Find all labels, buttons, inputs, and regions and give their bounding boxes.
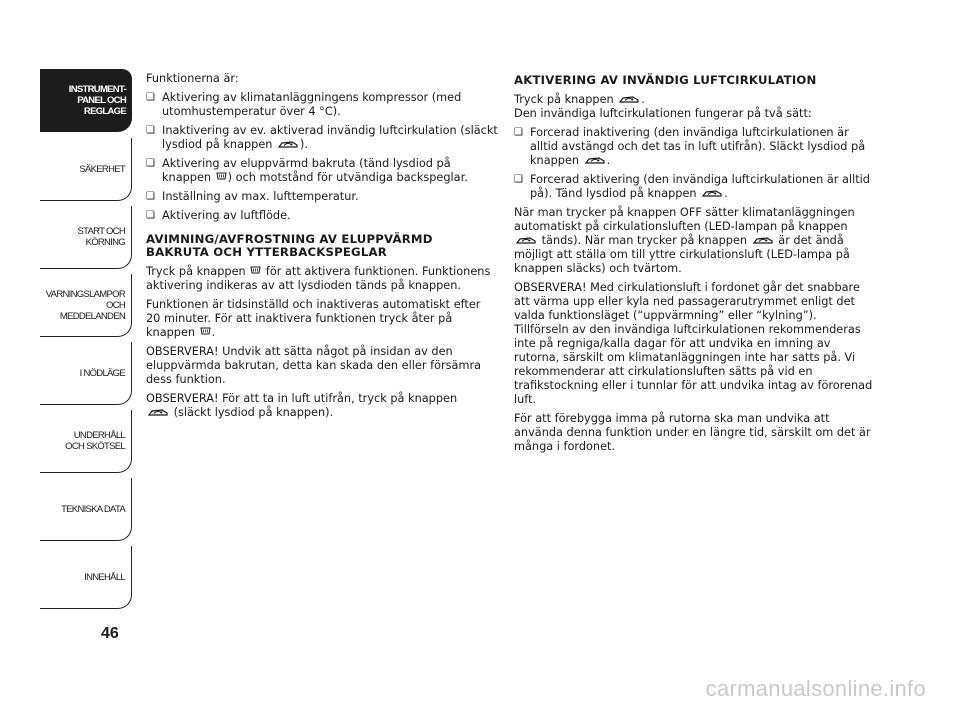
tab-underhall[interactable]: UNDERHÅLL OCH SKÖTSEL xyxy=(40,410,132,473)
recirculation-icon xyxy=(702,188,722,198)
recirculation-icon xyxy=(278,139,298,149)
tab-start-och-korning[interactable]: START OCH KÖRNING xyxy=(40,206,132,269)
tab-i-nodlage[interactable]: I NÖDLÄGE xyxy=(40,342,132,405)
recirculation-paragraph-3: OBSERVERA! Med cirkulationsluft i fordonet går det snabbare att värma upp eller kyla ned passagerarutrymmet enligt det valda funktionsläget (“uppvärmning” eller “kylning”). Tillförseln av den invändiga luftcirkulationen rekommenderas inte på regniga/kalla dagar för att undvika en imning av rutorna, särskilt om klimatanläggningen inte har satts på. Vi rekommenderar att cirkulationsluften sätts på vid en trafikstockning eller i tunnlar för att undvika intag av förorenad luft. xyxy=(514,281,873,406)
defrost-heading: AVIMNING/AVFROSTNING AV ELUPPVÄRMD BAKRUTA OCH YTTERBACKSPEGLAR xyxy=(146,232,433,259)
tab-tekniska-data[interactable]: TEKNISKA DATA xyxy=(40,478,132,541)
list-item: ❏ Forcerad inaktivering (den invändiga luftcirkulationen är alltid avstängd och det tas in luft utifrån). Släckt lysdiod på knappen . xyxy=(514,126,874,168)
watermark[interactable]: carmanualsonline.info xyxy=(705,676,926,701)
left-column xyxy=(146,72,498,425)
recirculation-icon xyxy=(148,407,168,417)
recirculation-paragraph-2: När man trycker på knappen OFF sätter klimatanläggningen automatiskt på cirkulationsluften (LED-lampan på knappen tänds). När man trycker på knappen är det ändå möjligt att ställa om till yttre cirkulationsluft (LED-lampa på knappen släcks) och tvärtom. xyxy=(514,206,855,275)
functions-list xyxy=(146,91,498,223)
recirculation-icon xyxy=(516,235,536,245)
chapter-sidebar xyxy=(40,69,132,619)
list-item: ❏ Aktivering av luftflöde. xyxy=(146,209,498,223)
recirculation-heading: AKTIVERING AV INVÄNDIG LUFTCIRKULATION xyxy=(514,73,817,87)
defrost-paragraph-4: OBSERVERA! För att ta in luft utifrån, tryck på knappen (släckt lysdiod på knappen). xyxy=(146,392,458,419)
defrost-paragraph-3: OBSERVERA! Undvik att sätta något på insidan av den eluppvärmda bakrutan, detta kan skada den eller försämra dess funktion. xyxy=(146,345,482,386)
list-item: ❏ Inaktivering av ev. aktiverad invändig luftcirkulation (släckt lysdiod på knappen ). xyxy=(146,124,498,152)
rear-defrost-icon xyxy=(216,171,227,182)
tab-sakerhet[interactable]: SÄKERHET xyxy=(40,138,132,201)
page-number: 46 xyxy=(101,625,119,642)
recirculation-icon xyxy=(619,94,639,104)
list-item: ❏ Inställning av max. lufttemperatur. xyxy=(146,190,498,204)
recirculation-paragraph-1: Tryck på knappen . Den invändiga luftcirkulationen fungerar på två sätt: xyxy=(514,93,812,120)
recirculation-icon xyxy=(585,155,605,165)
list-item: ❏ Aktivering av klimatanläggningens kompressor (med utomhustemperatur över 4 °C). xyxy=(146,91,498,119)
defrost-paragraph-1: Tryck på knappen för att aktivera funktionen. Funktionens aktivering indikeras av att lysdioden tänds på knappen. xyxy=(146,265,491,292)
tab-instrumentpanel[interactable]: INSTRUMENT- PANEL OCH REGLAGE xyxy=(40,69,132,132)
list-item: ❏ Aktivering av eluppvärmd bakruta (tänd lysdiod på knappen ) och motstånd för utvändiga backspeglar. xyxy=(146,157,498,185)
tab-innehall[interactable]: INNEHÅLL xyxy=(40,546,132,609)
right-column xyxy=(514,72,874,459)
rear-defrost-icon xyxy=(250,265,261,276)
recirculation-paragraph-4: För att förebygga imma på rutorna ska man undvika att använda denna funktion under en längre tid, särskilt om det är många i fordonet. xyxy=(514,412,871,453)
recirculation-icon xyxy=(753,235,773,245)
functions-intro: Funktionerna är: xyxy=(146,72,239,85)
defrost-paragraph-2: Funktionen är tidsinställd och inaktiveras automatiskt efter 20 minuter. För att inaktivera funktionen tryck åter på knappen . xyxy=(146,298,481,339)
rear-defrost-icon xyxy=(200,326,211,337)
recirculation-modes-list xyxy=(514,126,874,201)
tab-varningslampor[interactable]: VARNINGSLAMPOR OCH MEDDELANDEN xyxy=(40,274,132,337)
list-item: ❏ Forcerad aktivering (den invändiga luftcirkulationen är alltid på). Tänd lysdiod på knappen . xyxy=(514,173,874,201)
